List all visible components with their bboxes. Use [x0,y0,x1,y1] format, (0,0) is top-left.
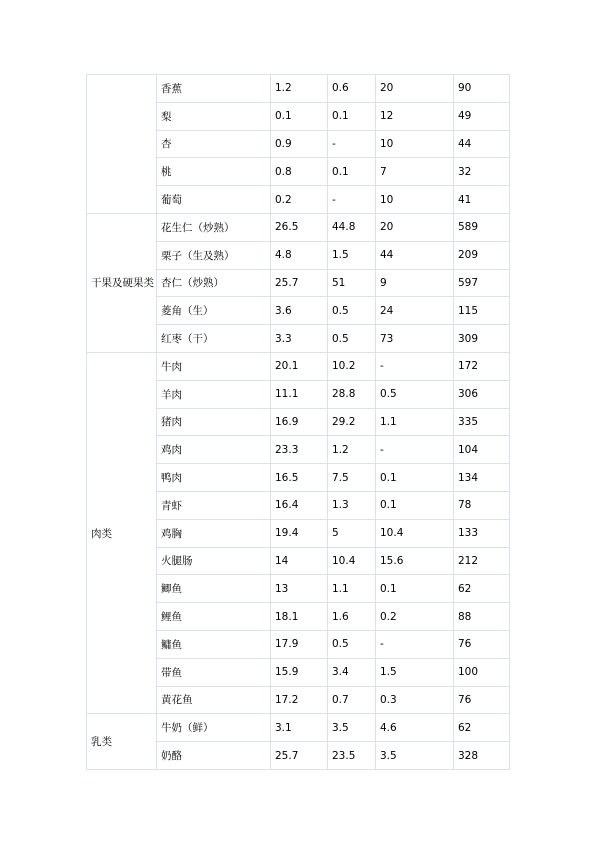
fat-cell: 1.5 [328,241,376,269]
fat-cell: 1.2 [328,436,376,464]
food-name-cell: 青虾 [157,491,271,519]
protein-cell: 3.6 [271,297,328,325]
fat-cell: - [328,130,376,158]
table-row [87,352,510,380]
calories-cell: 306 [454,380,510,408]
protein-cell: 19.4 [271,519,328,547]
calories-cell: 62 [454,714,510,742]
carbohydrate-cell: 4.6 [376,714,454,742]
food-name-cell: 香蕉 [157,75,271,103]
protein-cell: 3.1 [271,714,328,742]
carbohydrate-cell: 9 [376,269,454,297]
fat-cell: 3.4 [328,658,376,686]
protein-cell: 17.2 [271,686,328,714]
carbohydrate-cell: 44 [376,241,454,269]
calories-cell: 212 [454,547,510,575]
food-name-cell: 鲤鱼 [157,603,271,631]
calories-cell: 62 [454,575,510,603]
protein-cell: 18.1 [271,603,328,631]
food-name-cell: 牛肉 [157,352,271,380]
table-body [87,75,510,770]
food-name-cell: 栗子（生及熟） [157,241,271,269]
food-name-cell: 鸭肉 [157,464,271,492]
protein-cell: 11.1 [271,380,328,408]
category-cell: 干果及硬果类 [87,213,157,352]
table-row [87,75,510,103]
calories-cell: 134 [454,464,510,492]
calories-cell: 88 [454,603,510,631]
food-name-cell: 杏 [157,130,271,158]
table-row [87,213,510,241]
protein-cell: 17.9 [271,630,328,658]
fat-cell: 10.2 [328,352,376,380]
fat-cell: 51 [328,269,376,297]
fat-cell: 0.1 [328,102,376,130]
carbohydrate-cell: 15.6 [376,547,454,575]
calories-cell: 41 [454,186,510,214]
food-name-cell: 红枣（干） [157,325,271,353]
protein-cell: 0.8 [271,158,328,186]
calories-cell: 100 [454,658,510,686]
fat-cell: 5 [328,519,376,547]
carbohydrate-cell: 1.5 [376,658,454,686]
carbohydrate-cell: - [376,352,454,380]
calories-cell: 209 [454,241,510,269]
calories-cell: 76 [454,686,510,714]
calories-cell: 172 [454,352,510,380]
calories-cell: 49 [454,102,510,130]
fat-cell: 28.8 [328,380,376,408]
protein-cell: 25.7 [271,742,328,770]
carbohydrate-cell: 0.1 [376,491,454,519]
carbohydrate-cell: 0.1 [376,575,454,603]
fat-cell: 0.7 [328,686,376,714]
carbohydrate-cell: 20 [376,75,454,103]
food-name-cell: 桃 [157,158,271,186]
protein-cell: 16.5 [271,464,328,492]
carbohydrate-cell: - [376,436,454,464]
fat-cell: 0.1 [328,158,376,186]
protein-cell: 20.1 [271,352,328,380]
protein-cell: 4.8 [271,241,328,269]
fat-cell: 1.1 [328,575,376,603]
protein-cell: 15.9 [271,658,328,686]
carbohydrate-cell: 0.1 [376,464,454,492]
category-cell: 肉类 [87,352,157,713]
protein-cell: 1.2 [271,75,328,103]
food-name-cell: 花生仁（炒熟） [157,213,271,241]
protein-cell: 0.2 [271,186,328,214]
food-name-cell: 奶酪 [157,742,271,770]
food-name-cell: 鳙鱼 [157,630,271,658]
fat-cell: 0.5 [328,297,376,325]
food-name-cell: 羊肉 [157,380,271,408]
category-cell: 乳类 [87,714,157,770]
carbohydrate-cell: 0.3 [376,686,454,714]
food-name-cell: 黄花鱼 [157,686,271,714]
carbohydrate-cell: 0.5 [376,380,454,408]
protein-cell: 16.4 [271,491,328,519]
fat-cell: 29.2 [328,408,376,436]
food-name-cell: 鲫鱼 [157,575,271,603]
carbohydrate-cell: 10 [376,186,454,214]
calories-cell: 115 [454,297,510,325]
fat-cell: 0.6 [328,75,376,103]
fat-cell: 1.3 [328,491,376,519]
carbohydrate-cell: 24 [376,297,454,325]
fat-cell: 23.5 [328,742,376,770]
carbohydrate-cell: 10 [376,130,454,158]
table-row [87,714,510,742]
food-nutrition-table [86,74,510,770]
fat-cell: 0.5 [328,630,376,658]
carbohydrate-cell: 20 [376,213,454,241]
food-name-cell: 杏仁（炒熟） [157,269,271,297]
food-name-cell: 带鱼 [157,658,271,686]
category-cell [87,75,157,214]
carbohydrate-cell: 10.4 [376,519,454,547]
food-name-cell: 葡萄 [157,186,271,214]
calories-cell: 44 [454,130,510,158]
food-name-cell: 牛奶（鲜） [157,714,271,742]
carbohydrate-cell: 1.1 [376,408,454,436]
protein-cell: 25.7 [271,269,328,297]
protein-cell: 3.3 [271,325,328,353]
fat-cell: 7.5 [328,464,376,492]
food-name-cell: 菱角（生） [157,297,271,325]
carbohydrate-cell: 3.5 [376,742,454,770]
calories-cell: 589 [454,213,510,241]
food-name-cell: 猪肉 [157,408,271,436]
calories-cell: 335 [454,408,510,436]
calories-cell: 90 [454,75,510,103]
calories-cell: 76 [454,630,510,658]
protein-cell: 0.1 [271,102,328,130]
carbohydrate-cell: 7 [376,158,454,186]
fat-cell: 3.5 [328,714,376,742]
protein-cell: 0.9 [271,130,328,158]
calories-cell: 309 [454,325,510,353]
calories-cell: 32 [454,158,510,186]
fat-cell: 0.5 [328,325,376,353]
calories-cell: 78 [454,491,510,519]
carbohydrate-cell: - [376,630,454,658]
food-name-cell: 鸡肉 [157,436,271,464]
food-name-cell: 梨 [157,102,271,130]
food-name-cell: 鸡胸 [157,519,271,547]
fat-cell: 1.6 [328,603,376,631]
protein-cell: 13 [271,575,328,603]
calories-cell: 104 [454,436,510,464]
protein-cell: 16.9 [271,408,328,436]
protein-cell: 14 [271,547,328,575]
protein-cell: 26.5 [271,213,328,241]
fat-cell: 44.8 [328,213,376,241]
carbohydrate-cell: 12 [376,102,454,130]
calories-cell: 328 [454,742,510,770]
calories-cell: 597 [454,269,510,297]
fat-cell: - [328,186,376,214]
food-name-cell: 火腿肠 [157,547,271,575]
protein-cell: 23.3 [271,436,328,464]
calories-cell: 133 [454,519,510,547]
carbohydrate-cell: 0.2 [376,603,454,631]
fat-cell: 10.4 [328,547,376,575]
carbohydrate-cell: 73 [376,325,454,353]
